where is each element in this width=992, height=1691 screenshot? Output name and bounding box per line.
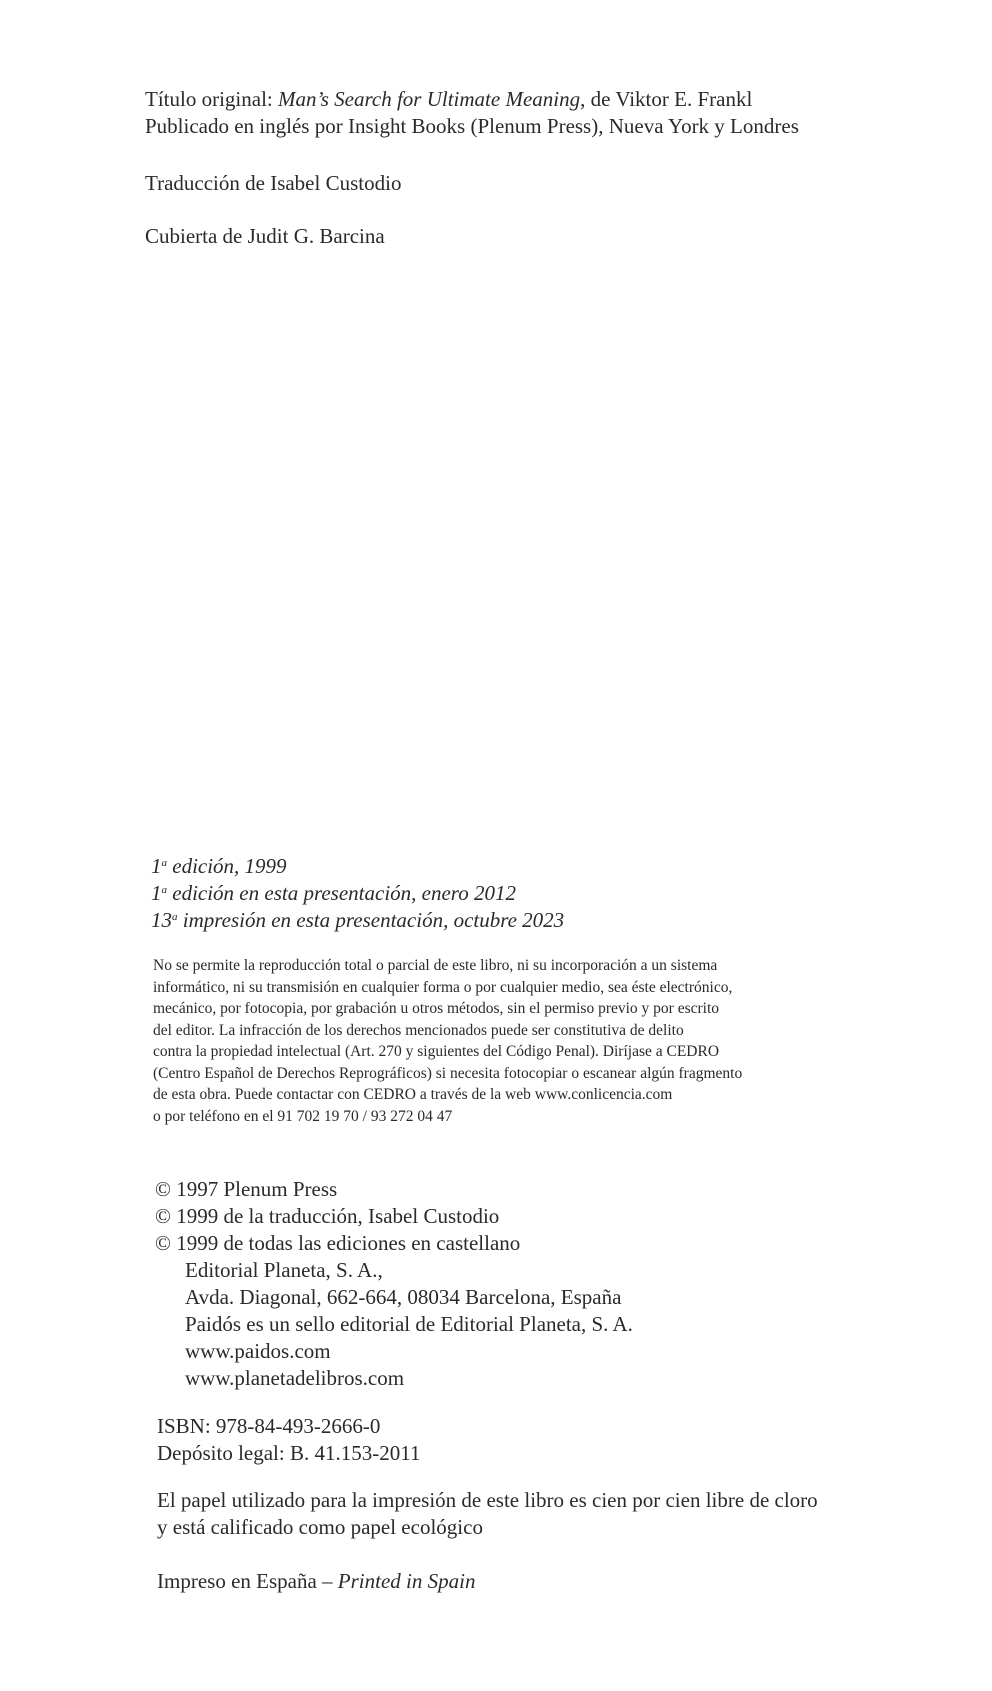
original-title-line <box>145 86 945 113</box>
legal-notice-line: de esta obra. Puede contactar con CEDRO a través de la web www.conlicencia.com <box>153 1086 673 1103</box>
paper-notice-line: El papel utilizado para la impresión de este libro es cien por cien libre de cloro <box>157 1488 818 1512</box>
copyright-line: © 1997 Plenum Press <box>155 1177 338 1201</box>
website-link: www.planetadelibros.com <box>185 1366 405 1390</box>
translation-text: Traducción de Isabel Custodio <box>145 171 402 195</box>
deposito-legal: Depósito legal: B. 41.153-2011 <box>157 1441 421 1465</box>
legal-notice-line: del editor. La infracción de los derechos mencionados puede ser constitutiva de delito <box>153 1021 684 1039</box>
edition-text: edición en esta presentación, enero 2012 <box>167 881 516 905</box>
website-link: www.paidos.com <box>185 1339 331 1363</box>
copyright-line: © 1999 de la traducción, Isabel Custodio <box>155 1204 500 1228</box>
translation-credit <box>145 170 945 197</box>
editions-block <box>151 853 951 934</box>
edition-text: impresión en esta presentación, octubre 2023 <box>177 908 565 932</box>
edition-ordinal-sup: a <box>161 857 167 869</box>
copyright-line: © 1999 de todas las ediciones en castellano <box>155 1231 521 1255</box>
original-title-block <box>145 86 945 140</box>
printed-in-spanish: Impreso en España – <box>157 1569 338 1593</box>
edition-ordinal: 1 <box>151 854 162 878</box>
legal-notice-line: informático, ni su transmisión en cualquier forma o por cualquier medio, sea éste electrónico, <box>153 978 733 996</box>
edition-line <box>151 880 951 907</box>
legal-notice-line: (Centro Español de Derechos Reprográficos) si necesita fotocopiar o escanear algún fragmento <box>153 1064 743 1082</box>
cover-credit <box>145 223 945 250</box>
publisher-imprint: Paidós es un sello editorial de Editorial Planeta, S. A. <box>185 1312 633 1336</box>
edition-ordinal: 1 <box>151 881 162 905</box>
paper-notice <box>157 1487 957 1541</box>
paper-notice-line: y está calificado como papel ecológico <box>157 1515 483 1539</box>
cover-text: Cubierta de Judit G. Barcina <box>145 224 385 248</box>
published-line: Publicado en inglés por Insight Books (Plenum Press), Nueva York y Londres <box>145 114 799 138</box>
publisher-address: Avda. Diagonal, 662-664, 08034 Barcelona, España <box>185 1285 622 1309</box>
printed-in-english: Printed in Spain <box>337 1569 476 1593</box>
edition-ordinal: 13 <box>151 908 172 932</box>
original-title-label: Título original: <box>145 87 278 111</box>
original-title-work: Man’s Search for Ultimate Meaning <box>277 87 581 111</box>
isbn: ISBN: 978-84-493-2666-0 <box>157 1414 381 1438</box>
edition-ordinal-sup: a <box>161 884 167 896</box>
legal-notice-line: No se permite la reproducción total o parcial de este libro, ni su incorporación a un sistema <box>153 957 718 974</box>
printed-in-line <box>157 1568 957 1595</box>
printed-in <box>157 1568 957 1595</box>
publisher-name: Editorial Planeta, S. A., <box>185 1258 383 1282</box>
copyright-block <box>155 1176 955 1392</box>
edition-line <box>151 907 951 934</box>
legal-notice-line: o por teléfono en el 91 702 19 70 / 93 272 04 47 <box>153 1107 453 1125</box>
edition-ordinal-sup: a <box>172 911 178 923</box>
legal-notice-line: mecánico, por fotocopia, por grabación u otros métodos, sin el permiso previo y por escrito <box>153 1000 720 1017</box>
edition-line <box>151 853 951 880</box>
isbn-block <box>157 1413 957 1467</box>
edition-text: edición, 1999 <box>167 854 287 878</box>
original-title-author: , de Viktor E. Frankl <box>580 87 753 111</box>
legal-notice <box>153 955 953 1127</box>
legal-notice-line: contra la propiedad intelectual (Art. 270 y siguientes del Código Penal). Diríjase a CEDRO <box>153 1043 720 1060</box>
